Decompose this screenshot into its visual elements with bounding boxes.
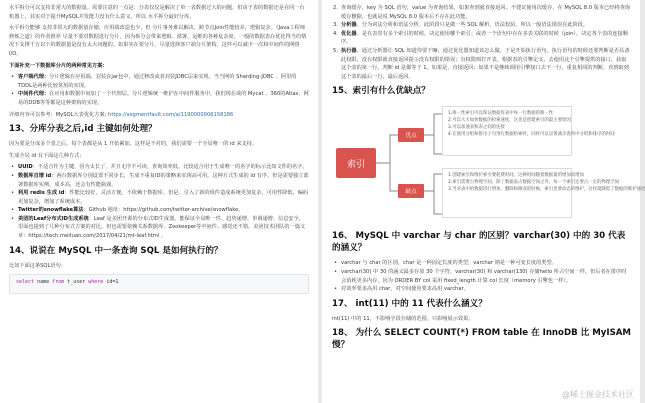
- step-number: 2.: [333, 5, 338, 11]
- pros-line: 2.可以大大加快数据的检索速度，这也是创建索引的最主要原因: [448, 118, 571, 124]
- heading-16: 16、 MySQL 中 varchar 与 char 的区别？varchar(30) 中的 30 代表的涵义？: [332, 231, 626, 254]
- varchar-char-list: [332, 259, 631, 293]
- pros-line: 1.唯一性索引可以保证数据库表中每一行数据的唯一性: [448, 111, 554, 117]
- heading-18: 18、 为什么 SELECT COUNT(*) FROM table 在 InnoDB 比 MyISAM 慢？: [332, 328, 631, 351]
- list-item: [9, 172, 309, 189]
- intro-paragraph-2: 水平拆分能够 支持非常大的数据量存储，应用端改造也少，但 分片事务难以解决，跨节点Join性能较差，逻辑复杂。《Java工程师修炼之道》的作者推荐 尽量不要对数据进行分片，因为拆分会带来逻辑、部署、运维的各种复杂度，一般的数据表在优化得当的情况下支撑千万以下的数据量是没有太大问题的。如果实在要分片，尽量选择客户端分片架构，这样可以减少一次和中间件的网络I/O。: [9, 25, 307, 57]
- list-item: [332, 4, 631, 21]
- cons-card: [442, 168, 645, 218]
- watermark: @稀土掘金技术社区: [562, 390, 634, 399]
- right-page: [322, 0, 645, 403]
- reference-line: [9, 111, 309, 120]
- shard-scheme-list: [9, 73, 309, 107]
- h13-paragraph-2: 生成全局 id 有下面这几种方式：: [9, 152, 85, 159]
- bullet-label: 客户端代理：: [18, 74, 50, 81]
- item-text: ：不适合作为主键，因为太长了，并且无序不可读，查询效率低。比较适合用于生成唯一的名字的标示比如文件的名字。: [32, 164, 308, 171]
- connector-line: [424, 114, 442, 135]
- cons-node: 缺点: [398, 184, 424, 198]
- cons-line: 3.当对表中的数据进行增加、删除和修改的时候，索引也要动态的维护，这样就降低了数据的维护速度: [448, 187, 645, 193]
- intro-paragraph-1: 水平拆分可以支持非常大的数据量。需要注意的一点是：分表仅仅是解决了单一表数据过大的问题，但由于表的数据还是在同一台机器上，其实对于提升MySQL并发能力没有什么意义，所以 水平拆分最好分库。: [9, 5, 305, 20]
- h17-paragraph: int(11) 中的 11，不影响字段存储的范围，只影响展示效果。: [332, 315, 474, 322]
- list-item: • varchar 与 char 的区别，char 是一种固定长度的类型，varchar 则是一种可变长度的类型。: [332, 259, 631, 268]
- list-item: [9, 73, 309, 90]
- code-keyword: select: [16, 279, 35, 286]
- sql-code-block: [9, 274, 309, 294]
- bullet-text: 分片逻辑在应用端，封装在jar包中，通过修改或者封装JDBC层来实现。当当网的 Sharding-JDBC 、阿里的TDDL是两种比较常用的实现。: [18, 74, 297, 89]
- item-text: ：性能比较好，灵活方便，不依赖于数据库。但是，引入了新的组件造成系统更加复杂，可用性降低，编码更加复杂，增加了系统成本。: [18, 190, 309, 205]
- connector-line: [376, 135, 398, 163]
- connector-line: [424, 174, 442, 191]
- item-label: 数据库自增 id: [18, 172, 52, 179]
- step-label: 执行器: [341, 47, 357, 54]
- list-item: [332, 21, 631, 30]
- step-text: ，分为词法分析和语法分析。此阶段只是做一些 SQL 解析，语法校验。所以一般语法错误在此阶段。: [356, 22, 589, 29]
- bullet-text: 在应用和数据中间加了一个代理层。分片逻辑统一维护在中间件服务中。我们现在谈的 Mycat 、360的Atlas、网易的DDB等等都是这种架构的实现。: [18, 91, 309, 106]
- step-label: 分析器: [341, 22, 357, 29]
- connector-line: [434, 191, 442, 214]
- step-number: 4.: [333, 30, 338, 37]
- code-text: name: [34, 279, 53, 286]
- cons-line: 1.创建索引和维护索引要耗费时间，这种时间随着数据量的增加而增加: [448, 173, 584, 179]
- step-text: ，通过分析器让 SQL 知道你要干嘛，通过优化器知道该怎么做，于是开始执行语句。执行语句的时候还要判断是否具备此权限，没有权限就直接返回提示没有权限的错误；有权限则打开表，根据表的引擎定义，去使用这个引擎提供的接口，获取这个表的第一行，判断 id 是都等于 1。如果是，直接返回；如果不是继续调用引擎接口去下一行，重复相同的判断，直到取到这个表的最后一行，最后返回。: [341, 47, 630, 80]
- pros-card: [442, 106, 615, 156]
- index-pros-cons-diagram: [332, 102, 645, 224]
- intro-paragraph-3: 下面补充一下数据库分片的两种常见方案：: [9, 62, 108, 69]
- heading-17: 17、 int(11) 中的 11 代表什么涵义？: [332, 298, 487, 309]
- step-text: 查询缓存，key 为 SQL 语句，value 为查询结果，如果查到就直接返回。不建议使用次缓存，在 MySQL 8.0 版本已经将查询缓存删除，也就是说 MySQL 8.0 版本后不存在此功能。: [341, 5, 630, 20]
- step-text: ，是在表里有多个索引的时候，决定使用哪个索引；或者一个语句中存在多表关联的时候（join），决定各个表的连接顺序。: [341, 30, 628, 46]
- step-number: 5.: [333, 47, 338, 54]
- id-method-list: [9, 163, 309, 240]
- connector-line: [434, 135, 442, 154]
- pros-node: 优点: [398, 128, 424, 142]
- cons-line: 2.索引需要占物理空间，除了数据表占数据空间之外，每一个索引还要占一定的物理空间: [448, 180, 620, 186]
- step-label: 优化器: [341, 30, 357, 37]
- list-item: [332, 30, 631, 47]
- execution-steps-list: [332, 4, 631, 81]
- item-text: ：Github 地址：https://github.com/twitter-archive/snowflake。: [83, 207, 244, 214]
- code-text: id=1: [103, 279, 119, 286]
- pros-line: 4.在使用分组和排序子句进行数据检索时，同样可以显著减少查询中分组和排序的时间: [448, 132, 615, 138]
- reference-prefix: 详细内容可以参考：MySQL大表优化方案:: [9, 111, 109, 118]
- item-label: UUID: [18, 164, 33, 171]
- item-label: Twitter的snowflake算法: [18, 207, 84, 214]
- connector-line: [390, 163, 398, 191]
- reference-link[interactable]: https://segmentfault.com/a/1190000006158186: [108, 111, 234, 118]
- item-text: ：Leaf 是美团开源的分布式ID生成器，能保证全局唯一性、趋势递增、单调递增、信息安全，里面也提到了几种分布式方案的对比，但也需要依赖关系数据库、Zookeeper等中间件。感觉还不错。美团技术团队的一篇文章：https://tech.meituan.com/2017/04/21/mt-leaf.html 。: [18, 215, 306, 240]
- list-item: [332, 47, 631, 81]
- left-page: [0, 0, 318, 403]
- h13-paragraph-1: 因为要是分成多个表之后，每个表都是从 1 开始累加，这样是不对的，我们需要一个全局唯一的 id 来支持。: [9, 141, 258, 148]
- list-item: [9, 163, 309, 172]
- heading-14: 14、说说在 MySQL 中一条查询 SQL 是如何执行的？: [9, 245, 223, 256]
- list-item: [9, 215, 309, 241]
- step-number: 3.: [333, 22, 338, 29]
- item-text: ：两台数据库分别设置不同步长，生成不重复ID的策略来实现高可用。这种方式生成的 id 有序，但是需要独立部署数据库实例，成本高，还会有性能瓶颈。: [18, 172, 309, 188]
- list-item: [9, 90, 309, 107]
- code-keyword: from: [52, 279, 65, 286]
- code-text: t_user: [64, 279, 89, 286]
- list-item: [9, 189, 309, 206]
- heading-13: 13、分库分表之后,id 主键如何处理？: [9, 124, 157, 135]
- bullet-label: 中间件代理：: [18, 91, 50, 98]
- h14-paragraph: 比如下面这条SQL语句：: [9, 262, 66, 269]
- list-item: • 对效率要求高用 char，对空间使用要求高用 varchar。: [332, 285, 631, 294]
- pros-line: 3.可以加速表和表之间的连接: [448, 125, 505, 131]
- item-label: 利用 redis 生成 id: [18, 190, 65, 197]
- index-node: 索引: [336, 148, 376, 178]
- list-item: • varchar(30) 中 30 的涵义最多存放 30 个字符。varchar(30) 和 varchar(130) 存储hello 所占空间一样，但后者在排序时会消耗更多内存，因为 ORDER BY col 采用 fixed_length 计算 col 长度（memory 引擎也一样）。: [332, 268, 631, 285]
- list-item: [9, 206, 309, 215]
- item-label: 美团的Leaf分布式ID生成系统: [18, 215, 89, 222]
- code-keyword: where: [88, 279, 104, 286]
- heading-15: 15、索引有什么优缺点？: [332, 86, 430, 97]
